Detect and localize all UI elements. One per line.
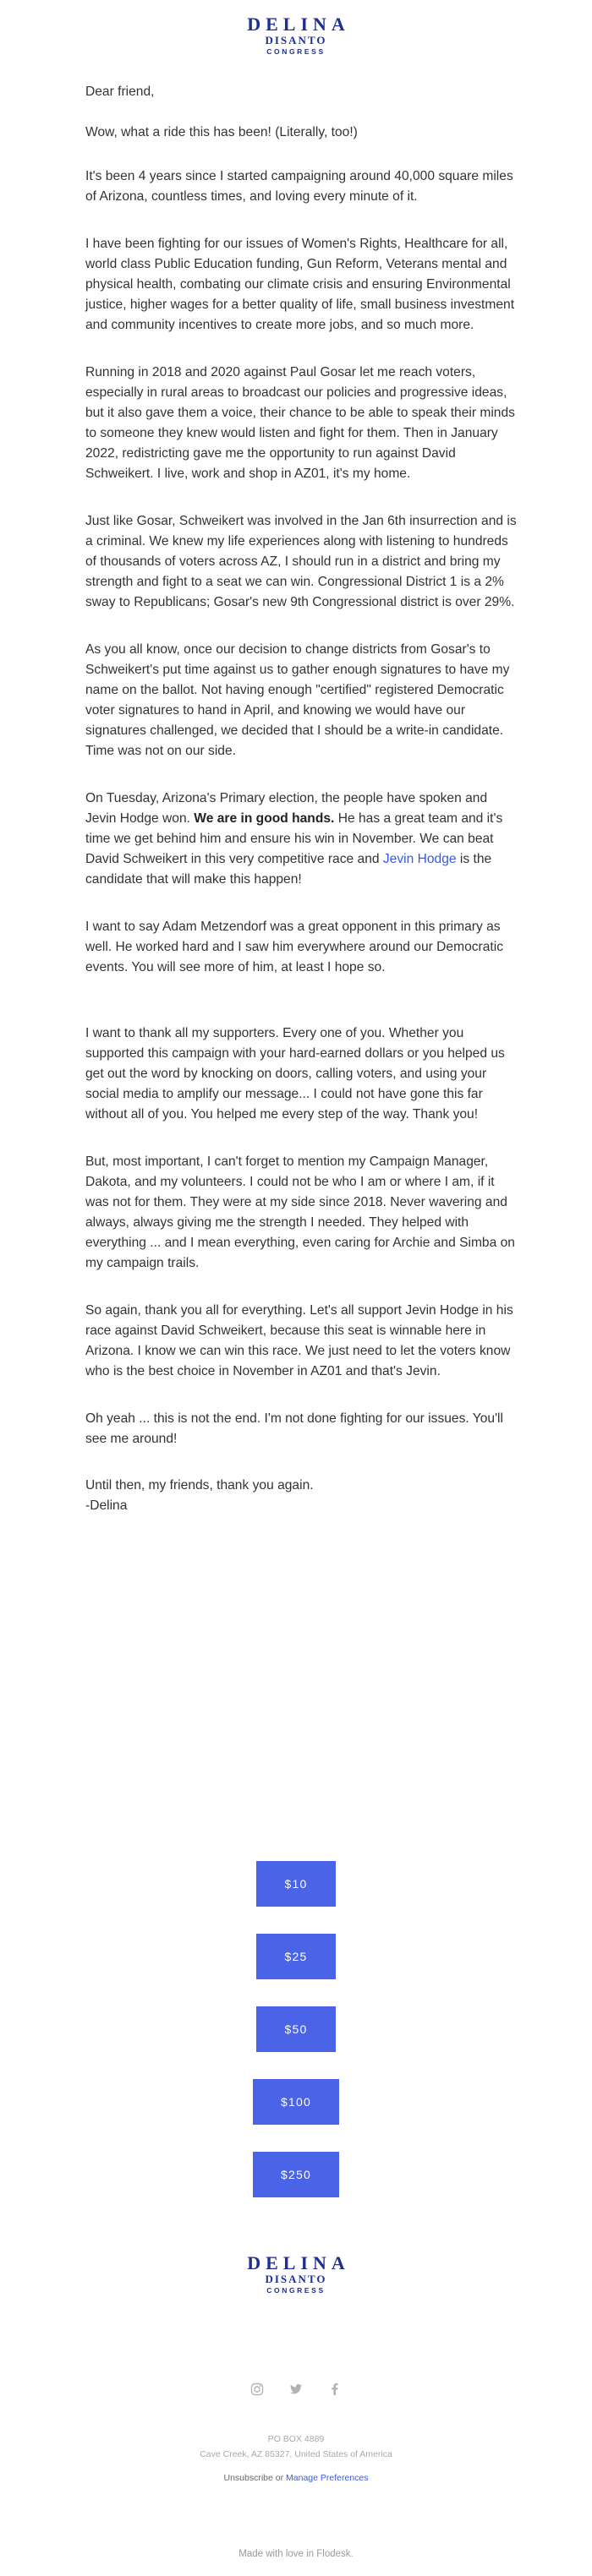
made-with-flodesk[interactable]: Made with love in Flodesk. (238, 2549, 354, 2559)
paragraph-4: Running in 2018 and 2020 against Paul Gosar let me reach voters, especially in rural areas to broadcast our policies and progressive ideas, but it also gave them a voice, their chance to be able to speak their minds to someone they knew would listen and fight for them. Then in January 2022, redistricting gave me the opportunity to run against David Schweikert. I live, work and shop in AZ01, it's my home. (85, 365, 515, 481)
donate-250-button[interactable]: $250 (253, 2152, 339, 2197)
social-links (0, 2382, 592, 2397)
signature: -Delina (85, 1498, 128, 1513)
logo-surname: DISANTO (265, 34, 327, 46)
paragraph-3: I have been fighting for our issues of Women's Rights, Healthcare for all, world class Public Education funding, Gun Reform, Veterans mental and physical health, combating our climate crisis and ensuring Environmental justice, higher wages for a better quality of life, small business investment and community incentives to create more jobs, and so much more. (85, 237, 515, 332)
paragraph-2: It's been 4 years since I started campaigning around 40,000 square miles of Arizona, countless times, and loving every minute of it. (85, 169, 513, 204)
logo-congress: CONGRESS (266, 2286, 326, 2295)
logo-congress: CONGRESS (266, 47, 326, 56)
paragraph-8: I want to say Adam Metzendorf was a great opponent in this primary as well. He worked hard and I saw him everywhere around our Democratic events. You will see more of him, at least I hope so. (85, 920, 504, 974)
paragraph-9: I want to thank all my supporters. Every one of you. Whether you supported this campaign with your hard-earned dollars or you helped us get out the word by knocking on doors, calling voters, and using your social media to amplify our message... I could not have gone this far without all of you. You helped me every step of the way. Thank you! (85, 1026, 505, 1122)
paragraph-7 (85, 789, 517, 890)
jevin-hodge-link[interactable]: Jevin Hodge (382, 852, 457, 866)
street-address: Cave Creek, AZ 85327, United States of America (200, 2449, 392, 2459)
paragraph-7-bold: We are in good hands. (194, 811, 335, 826)
po-box: PO BOX 4889 (267, 2434, 325, 2444)
paragraph-1: Wow, what a ride this has been! (Literally, too!) (85, 125, 358, 139)
closing: Until then, my friends, thank you again. (85, 1478, 314, 1493)
logo-name: DELINA (247, 2252, 350, 2273)
paragraph-5: Just like Gosar, Schweikert was involved in the Jan 6th insurrection and is a criminal. We knew my life experiences along with listening to hundreds of thousands of voters across AZ, I should run in a district and bring my strength and fight to a seat we can win. Congressional District 1 is a 2% sway to Republicans; Gosar's new 9th Congressional district is over 29%. (85, 514, 517, 609)
paragraph-12: Oh yeah ... this is not the end. I'm not done fighting for our issues. You'll see me around! (85, 1411, 503, 1446)
donate-100-button[interactable]: $100 (253, 2079, 339, 2125)
unsubscribe-link[interactable]: Unsubscribe (223, 2473, 273, 2483)
paragraph-6: As you all know, once our decision to change districts from Gosar's to Schweikert's put time against us to gather enough signatures to have my name on the ballot. Not having enough "certified" registered Democratic voter signatures to hand in April, and knowing we would have our signatures challenged, we decided that I should be a write-in candidate. Time was not on our side. (85, 642, 510, 758)
footer-or: or (272, 2473, 287, 2483)
logo-footer (0, 2254, 592, 2295)
logo-name: DELINA (247, 14, 350, 35)
paragraph-11: So again, thank you all for everything. Let's all support Jevin Hodge in his race against David Schweikert, because this seat is winnable here in Arizona. I know we can win this race. We just need to let the voters know who is the best choice in November in AZ01 and that's Jevin. (85, 1303, 513, 1378)
instagram-icon[interactable] (250, 2382, 264, 2396)
paragraph-7-part-a: On Tuesday, Arizona's Primary election, the people have spoken and Jevin Hodge won. (85, 791, 488, 826)
manage-preferences-link[interactable]: Manage Preferences (286, 2473, 369, 2483)
donate-50-button[interactable]: $50 (256, 2006, 336, 2052)
twitter-icon[interactable] (289, 2382, 303, 2396)
footer-address (0, 2431, 592, 2462)
paragraph-7-part-b: He has a great team and it's time we get behind him and ensure his win in November. We can beat David Schweikert in this very competitive race and (85, 811, 503, 866)
letter-body (85, 82, 517, 1516)
donate-10-button[interactable]: $10 (256, 1861, 336, 1907)
footer-links (0, 2473, 592, 2483)
logo-header (0, 15, 592, 56)
greeting: Dear friend, (85, 85, 155, 99)
paragraph-7-part-c: is the candidate that will make this happen! (85, 852, 492, 887)
donate-25-button[interactable]: $25 (256, 1934, 336, 1979)
logo-surname: DISANTO (265, 2273, 327, 2285)
paragraph-10: But, most important, I can't forget to mention my Campaign Manager, Dakota, and my volunteers. I could not be who I am or where I am, if it was not for them. They were at my side since 2018. Never wavering and always, always giving me the strength I needed. They helped with everything ... and I mean everything, even caring for Archie and Simba on my campaign trails. (85, 1154, 515, 1270)
facebook-icon[interactable] (328, 2382, 342, 2396)
